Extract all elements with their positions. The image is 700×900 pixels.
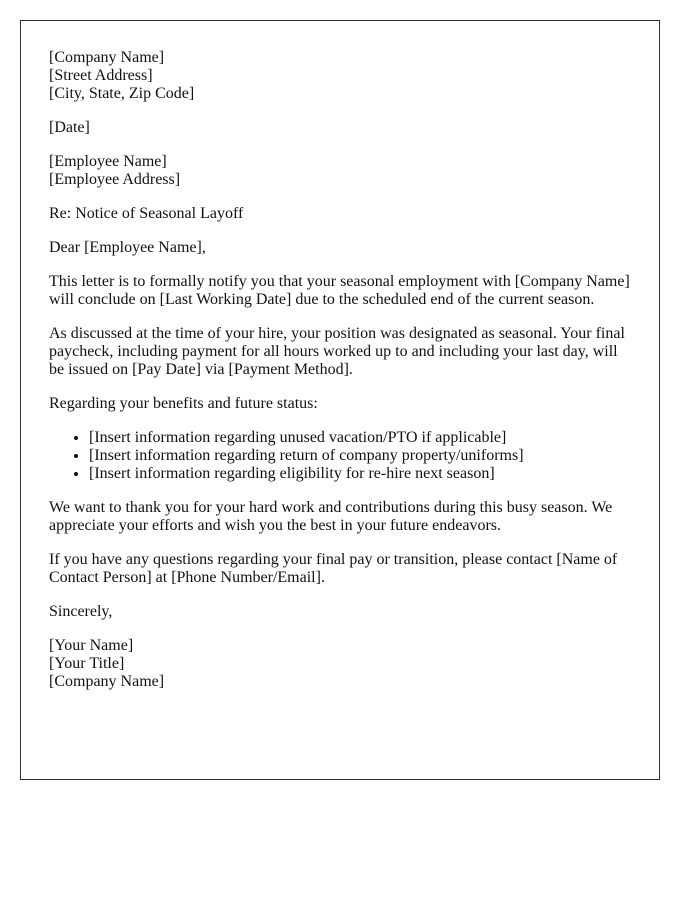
paragraph-contact: If you have any questions regarding your final pay or transition, please contact [Name of Contact Person] at [Phone Number/Email]. [49,551,618,586]
sign-off: Sincerely, [49,603,113,620]
recipient-address-line: [Employee Address] [49,171,181,188]
sender-address [49,49,631,103]
paragraph-final-pay: As discussed at the time of your hire, your position was designated as seasonal. Your final paycheck, including payment for all hours worked up to and including your last day, will be issued on [Pay Date] via [Payment Method]. [49,325,625,378]
recipient-address [49,153,631,189]
sender-street-address: [Street Address] [49,67,153,84]
signature-block [49,637,631,691]
sender-company-name: [Company Name] [49,49,165,66]
list-item: • [Insert information regarding return of company property/uniforms] [89,447,631,465]
salutation: Dear [Employee Name], [49,239,206,256]
list-item: • [Insert information regarding eligibility for re-hire next season] [89,465,631,483]
letter-page [20,20,660,780]
paragraph-thanks: We want to thank you for your hard work and contributions during this busy season. We appreciate your efforts and wish you the best in your future endeavors. [49,499,613,534]
sender-city-state-zip: [City, State, Zip Code] [49,85,195,102]
letter-date: [Date] [49,119,90,136]
list-item: • [Insert information regarding unused vacation/PTO if applicable] [89,429,631,447]
recipient-name: [Employee Name] [49,153,167,170]
signature-title: [Your Title] [49,655,125,672]
subject-line: Re: Notice of Seasonal Layoff [49,205,244,222]
signature-company: [Company Name] [49,673,165,690]
paragraph-benefits-intro: Regarding your benefits and future status: [49,395,318,412]
signature-name: [Your Name] [49,637,134,654]
paragraph-notice: This letter is to formally notify you that your seasonal employment with [Company Name] will conclude on [Last Working Date] due to the scheduled end of the current season. [49,273,630,308]
benefits-list [49,429,631,483]
